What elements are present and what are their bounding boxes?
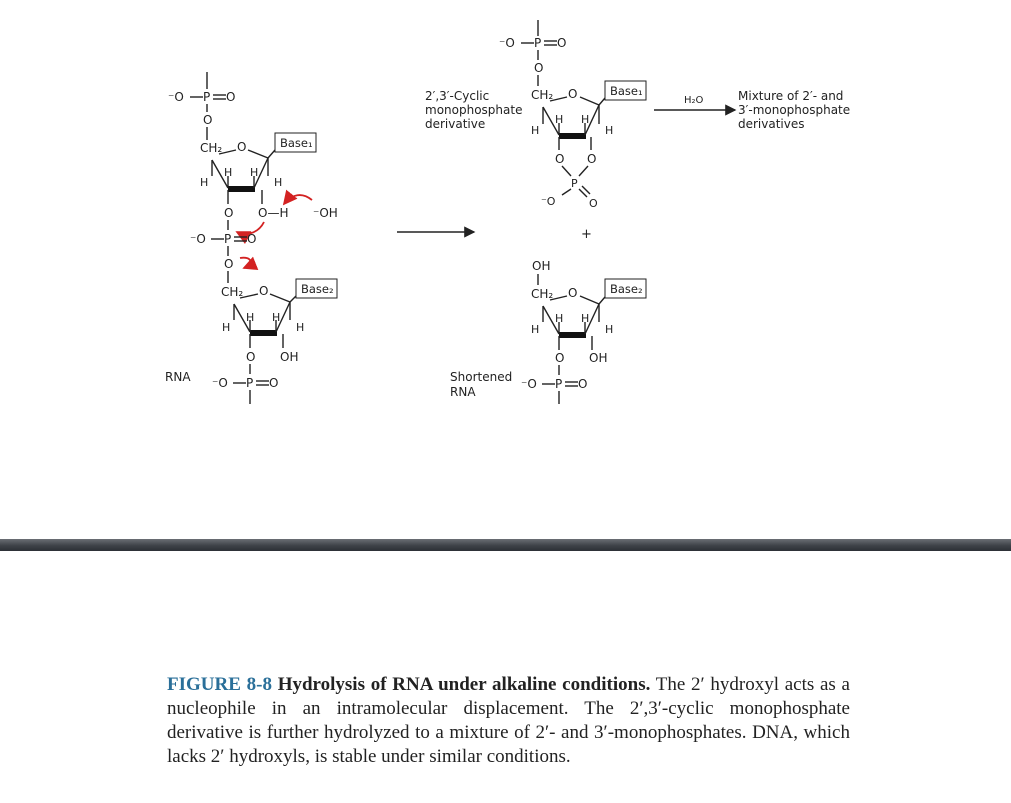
h-6: H [246,311,255,324]
cyclic-minus-o: ⁻O [541,195,556,208]
short-o3: O [555,351,565,365]
cyclic-h-3: H [581,113,590,126]
ring-oxygen-1: O [237,140,247,154]
ch2-label: CH₂ [200,141,223,155]
o5-label: O [203,113,213,127]
cyclic-label-line-2: monophosphate [425,103,523,117]
rna-strand [165,72,338,404]
cyclic-label-line-3: derivative [425,117,486,131]
short-h-4: H [605,323,614,336]
cyclic-o3: O [555,152,565,166]
cyclic-label [425,89,526,131]
mixture-label [738,89,854,131]
h-4: H [274,176,283,189]
cyclic-phosphate-p: P [534,36,542,50]
cyclic-p: P [571,177,578,190]
cyclic-h-1: H [531,124,540,137]
phosphate-bottom-minus-o: ⁻O [212,376,228,390]
cyclic-label-line-1: 2′,3′-Cyclic [425,89,490,103]
base1-label: Base₁ [280,136,313,150]
figure-title: Hydrolysis of RNA under alkaline conditions. [277,674,651,695]
cyclic-o2: O [587,152,597,166]
base2-label: Base₂ [301,282,334,296]
ch2-2-label: CH₂ [221,285,244,299]
short-h-3: H [581,312,590,325]
cyclic-double-o: O [589,197,598,210]
short-oh-top: OH [532,259,551,273]
o5-2-label: O [224,257,234,271]
short-base-label: Base₂ [610,282,643,296]
h-1: H [200,176,209,189]
phosphate-mid-minus-o: ⁻O [190,232,206,246]
h-3: H [250,166,259,179]
shortened-line-2: RNA [450,385,476,399]
o3-label: O [224,206,234,220]
mixture-line-3: derivatives [738,117,805,131]
short-phosphate-o: O [578,377,588,391]
phosphate-mid-p: P [224,232,232,246]
figure-number: FIGURE 8-8 [167,674,272,695]
short-ch2: CH₂ [531,287,554,301]
phosphate-mid-o: O [247,232,257,246]
red-arrow-leaving [240,258,250,268]
phosphate-top-o: O [226,90,236,104]
o2h-label: O—H [258,206,289,220]
shortened-label [450,370,516,399]
short-h-1: H [531,323,540,336]
h-2: H [224,166,233,179]
red-arrow-hydroxide [284,195,312,204]
page-divider [0,539,1011,551]
water-label: H₂O [684,95,704,106]
short-phosphate-p: P [555,377,563,391]
mixture-line-1: Mixture of 2′- and [738,89,844,103]
h-7: H [272,311,281,324]
phosphate-top-minus-o: ⁻O [168,90,184,104]
phosphate-top-p: P [203,90,211,104]
h-8: H [296,321,305,334]
rna-label: RNA [165,370,191,384]
cyclic-product [425,20,646,210]
cyclic-o5: O [534,61,544,75]
phosphate-bottom-o: O [269,376,279,390]
mixture-line-2: 3′-monophosphate [738,103,851,117]
figure-body: The 2′ hydroxyl acts as a nucleophile in an intramolecular displacement. The 2′,3′-cyclic monophosphate derivative is further hydrolyzed to a mixture of 2′- and 3′-monophosphates. DNA, which lacks 2′ hydroxyls, is stable under similar conditions. [167,674,850,767]
cyclic-h-4: H [605,124,614,137]
o3-2-label: O [246,350,256,364]
short-oh: OH [589,351,608,365]
shortened-rna [450,259,646,404]
cyclic-phosphate-minus-o: ⁻O [499,36,515,50]
oh-2-label: OH [280,350,299,364]
figure-caption [167,673,850,769]
short-phosphate-minus-o: ⁻O [521,377,537,391]
cyclic-phosphate-o: O [557,36,567,50]
plus-sign: + [581,227,592,242]
cyclic-h-2: H [555,113,564,126]
cyclic-ring-oxygen: O [568,87,578,101]
short-h-2: H [555,312,564,325]
shortened-line-1: Shortened [450,370,513,384]
phosphate-bottom-p: P [246,376,254,390]
ring-oxygen-2: O [259,284,269,298]
h-5: H [222,321,231,334]
hydroxide-label: ⁻OH [313,206,338,220]
cyclic-ch2: CH₂ [531,88,554,102]
cyclic-base-label: Base₁ [610,84,643,98]
short-ring-oxygen: O [568,286,578,300]
